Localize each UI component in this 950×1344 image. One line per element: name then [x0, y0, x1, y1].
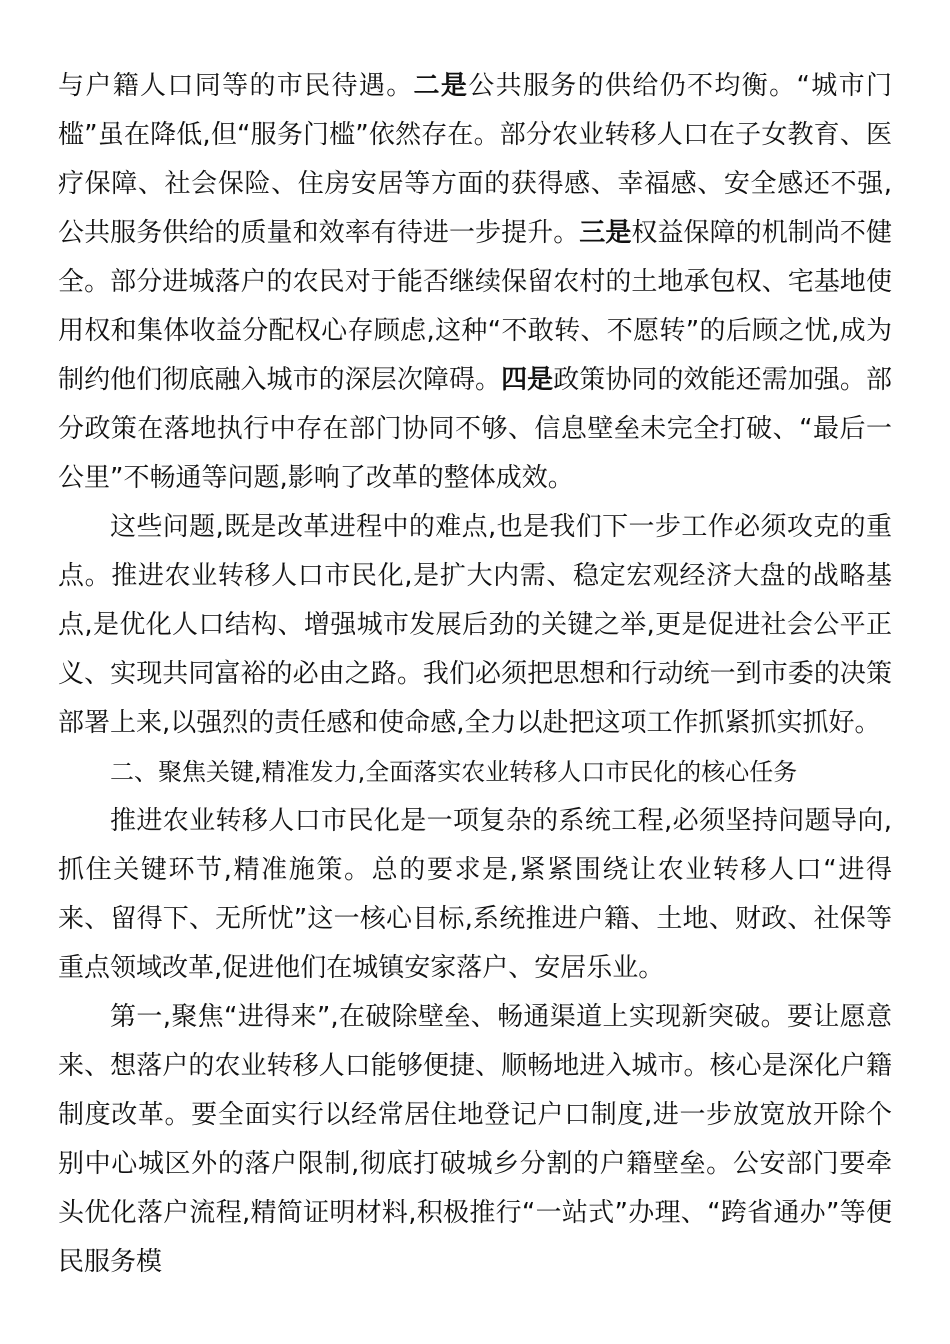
paragraph-first-task: 第一,聚焦“进得来”,在破除壁垒、畅通渠道上实现新突破。要让愿意来、想落户的农业转移人口能够便捷、顺畅地进入城市。核心是深化户籍制度改革。要全面实行以经常居住地登记户口制度,进一步放宽放开除个别中心城区外的落户限制,彻底打破城乡分割的户籍壁垒。公安部门要牵头优化落户流程,精简证明材料,积极推行“一站式”办理、“跨省通办”等便民服务模 — [58, 1002, 892, 1277]
section-heading: 二、聚焦关键,精准发力,全面落实农业转移人口市民化的核心任务 — [110, 758, 798, 786]
document-page — [58, 62, 892, 1287]
bold-marker-fourth: 四是 — [501, 365, 554, 395]
text-segment: 公共服务的供给仍不均衡。“城市门槛”虽在降低,但“服务门槛”依然存在。部分农业转移人口在子女教育、医疗保障、社会保险、住房安居等方面的获得感、幸福感、安全感还不强,公共服务供给的质量和效率有待进一步提升。 — [58, 71, 892, 248]
text-segment: 政策协同的效能还需加强。部分政策在落地执行中存在部门协同不够、信息壁垒未完全打破、“最后一公里”不畅通等问题,影响了改革的整体成效。 — [58, 365, 892, 493]
paragraph-problems-continued — [58, 62, 892, 503]
text-segment: 权益保障的机制尚不健全。部分进城落户的农民对于能否继续保留农村的土地承包权、宅基地使用权和集体收益分配权心存顾虑,这种“不敢转、不愿转”的后顾之忧,成为制约他们彻底融入城市的深层次障碍。 — [58, 218, 892, 395]
paragraph-significance: 这些问题,既是改革进程中的难点,也是我们下一步工作必须攻克的重点。推进农业转移人口市民化,是扩大内需、稳定宏观经济大盘的战略基点,是优化人口结构、增强城市发展后劲的关键之举,更是促进社会公平正义、实现共同富裕的必由之路。我们必须把思想和行动统一到市委的决策部署上来,以强烈的责任感和使命感,全力以赴把这项工作抓紧抓实抓好。 — [58, 512, 892, 738]
bold-marker-second: 二是 — [413, 71, 469, 101]
bold-marker-third: 三是 — [579, 218, 632, 248]
text-segment: 与户籍人口同等的市民待遇。 — [58, 71, 414, 101]
paragraph-overall-requirements: 推进农业转移人口市民化是一项复杂的系统工程,必须坚持问题导向,抓住关键环节,精准施策。总的要求是,紧紧围绕让农业转移人口“进得来、留得下、无所忧”这一核心目标,系统推进户籍、土地、财政、社保等重点领域改革,促进他们在城镇安家落户、安居乐业。 — [58, 806, 892, 983]
